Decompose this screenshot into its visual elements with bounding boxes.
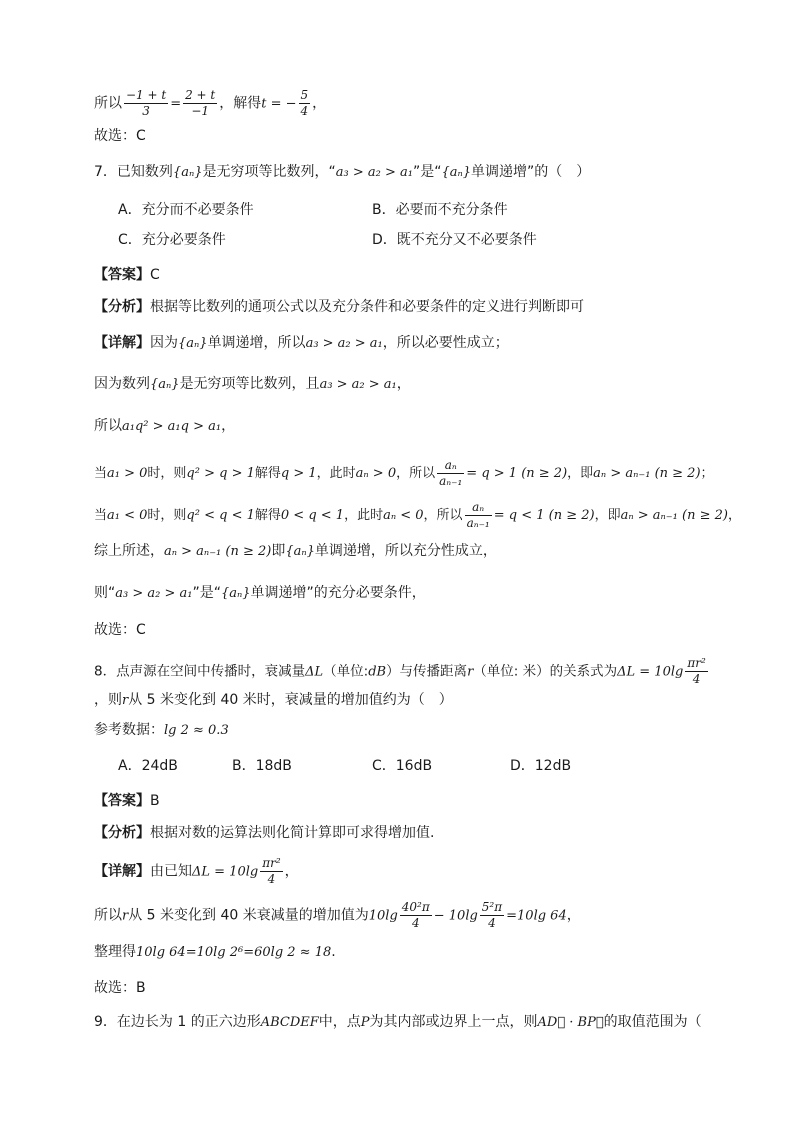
- math: {aₙ}: [441, 165, 472, 180]
- frac-den: aₙ₋₁: [439, 474, 463, 488]
- text: 由已知: [150, 863, 192, 880]
- text: 综上所述，: [94, 543, 164, 559]
- detail-line: [94, 942, 336, 963]
- text: 则“: [94, 585, 116, 601]
- math: a₃ > a₂ > a₁: [335, 165, 413, 180]
- text: 因为数列: [94, 376, 150, 392]
- text: ，: [396, 376, 411, 392]
- text: 当: [94, 466, 108, 481]
- math: a₃ > a₂ > a₁: [319, 377, 397, 392]
- text: ）与传播距离: [386, 663, 468, 680]
- option-d: D．既不充分又不必要条件: [372, 232, 537, 248]
- analysis-line: [94, 823, 434, 843]
- text: 单调递增，所以: [207, 335, 306, 351]
- frac-num: 5: [300, 88, 309, 102]
- detail-line: [94, 900, 581, 931]
- text: 解得: [254, 508, 281, 523]
- math: aₙ > aₙ₋₁ (n ≥ 2): [593, 466, 701, 481]
- text: 整理得: [94, 944, 136, 960]
- text: ，解得: [219, 95, 262, 112]
- math: a₃ > a₂ > a₁: [115, 586, 193, 601]
- math: q² > q > 1: [186, 466, 255, 481]
- text: 从 5 米变化到 40 米时，衰减量的增加值约为（ ）: [128, 692, 453, 708]
- text: ，: [284, 863, 299, 880]
- answer-tag: 【答案】: [94, 793, 150, 809]
- math: aₙ > aₙ₋₁ (n ≥ 2): [620, 508, 728, 523]
- option-b: B．18dB: [232, 758, 292, 774]
- option-d: D．12dB: [510, 758, 572, 774]
- math: ΔL: [305, 664, 324, 680]
- analysis-line: [94, 297, 584, 317]
- math: = q > 1 (n ≥ 2): [466, 466, 568, 481]
- detail-line: [94, 856, 299, 887]
- frac-den: 4: [300, 104, 309, 118]
- math: ΔL = 10lg: [192, 864, 259, 880]
- math: {aₙ}: [172, 165, 203, 180]
- text: ；: [700, 466, 714, 481]
- solution-line-t: [94, 88, 326, 119]
- text: ，所以必要性成立；: [382, 335, 509, 351]
- text: 所以: [94, 907, 122, 924]
- answer-choice-line: 故选：C: [94, 622, 146, 638]
- math: t = −: [261, 96, 297, 112]
- text: C: [150, 267, 160, 283]
- option-b: B．必要而不充分条件: [372, 202, 508, 218]
- fraction: [480, 900, 504, 931]
- frac-den: 4: [692, 672, 701, 686]
- math: dB: [368, 664, 387, 680]
- frac-num: πr²: [687, 656, 706, 670]
- text: 单调递增，所以充分性成立，: [314, 543, 497, 559]
- fraction: [400, 900, 432, 931]
- fraction: [465, 500, 492, 531]
- text: ，此时: [344, 508, 384, 523]
- math: {aₙ}: [150, 377, 180, 392]
- text: 参考数据：: [94, 722, 164, 738]
- math: ABCDEF: [260, 1015, 319, 1030]
- text: ，则: [94, 692, 122, 708]
- frac-num: aₙ: [437, 458, 464, 474]
- text: ”是“: [412, 164, 442, 180]
- text: 单调递增”的（ ）: [471, 164, 591, 180]
- answer-line: [94, 791, 160, 811]
- text: 的取值范围为（: [603, 1014, 702, 1030]
- text: 即: [271, 543, 286, 559]
- option-a: A．充分而不必要条件: [118, 202, 254, 218]
- fraction: [299, 88, 311, 119]
- math: lg 2 ≈ 0.3: [164, 723, 229, 738]
- text: 8．点声源在空间中传播时，衰减量: [94, 663, 306, 680]
- math: 10lg 64=10lg 2⁶=60lg 2 ≈ 18: [136, 945, 332, 960]
- math: {aₙ}: [220, 586, 251, 601]
- math: q > 1: [280, 466, 317, 481]
- text: ，所以: [396, 466, 436, 481]
- frac-den: 4: [267, 872, 276, 886]
- text: 所以: [94, 418, 122, 434]
- fraction: [437, 458, 464, 489]
- math: 0 < q < 1: [280, 508, 345, 523]
- fraction: [183, 88, 217, 119]
- answer-choice-line: 故选：B: [94, 980, 146, 996]
- fraction: [260, 856, 282, 887]
- detail-tag: 【详解】: [94, 863, 150, 880]
- reference-data: [94, 720, 229, 741]
- math: aₙ < 0: [383, 508, 424, 523]
- text: 时，则: [147, 508, 187, 523]
- detail-line: [94, 583, 426, 604]
- frac-den: −1: [191, 104, 210, 118]
- text: ，: [566, 907, 581, 924]
- text: 当: [94, 508, 108, 523]
- text: 中，点: [318, 1014, 361, 1030]
- text: （单位:: [323, 663, 369, 680]
- question-8: [94, 656, 710, 687]
- text: 所以: [94, 95, 122, 112]
- text: 为其内部或边界上一点，则: [369, 1014, 538, 1030]
- detail-line: [94, 541, 497, 562]
- math: =: [170, 96, 182, 112]
- answer-choice-line: 故选：C: [94, 128, 146, 144]
- question-7: [94, 162, 590, 183]
- math: q² < q < 1: [186, 508, 255, 523]
- frac-num: −1 + t: [126, 88, 167, 102]
- detail-line: [94, 458, 714, 489]
- math: r: [122, 908, 129, 924]
- text: 时，则: [147, 466, 187, 481]
- answer-line: [94, 265, 160, 285]
- text: （单位: 米）的关系式为: [473, 663, 618, 680]
- fraction: [685, 656, 707, 687]
- math: P: [360, 1015, 370, 1030]
- math: r: [122, 693, 129, 708]
- text: ，此时: [316, 466, 356, 481]
- answer-tag: 【答案】: [94, 267, 150, 283]
- text: ，: [312, 95, 327, 112]
- math: a₁ > 0: [107, 466, 148, 481]
- question-9: [94, 1012, 702, 1033]
- detail-line: [94, 374, 411, 395]
- frac-den: aₙ₋₁: [466, 516, 490, 530]
- detail-line: [94, 500, 741, 531]
- text: 解得: [254, 466, 281, 481]
- math: ΔL = 10lg: [617, 664, 684, 680]
- text: 根据对数的运算法则化简计算即可求得增加值.: [150, 825, 435, 841]
- text: ，: [221, 418, 236, 434]
- question-8-cont: [94, 690, 453, 711]
- analysis-tag: 【分析】: [94, 825, 150, 841]
- frac-num: aₙ: [465, 500, 492, 516]
- math: r: [467, 664, 474, 680]
- text: 是无穷项等比数列，“: [202, 164, 336, 180]
- detail-line: [94, 416, 235, 437]
- text: ，即: [567, 466, 594, 481]
- text: 根据等比数列的通项公式以及充分条件和必要条件的定义进行判断即可: [150, 299, 584, 315]
- fraction: [124, 88, 168, 119]
- frac-num: πr²: [262, 856, 281, 870]
- text: .: [331, 944, 336, 960]
- math: a₃ > a₂ > a₁: [305, 336, 383, 351]
- frac-den: 3: [142, 104, 150, 118]
- analysis-tag: 【分析】: [94, 299, 150, 315]
- text: 从 5 米变化到 40 米衰减量的增加值为: [128, 907, 369, 924]
- frac-num: 2 + t: [185, 88, 216, 102]
- option-c: C．充分必要条件: [118, 232, 226, 248]
- text: ，即: [594, 508, 621, 523]
- text: ，所以: [423, 508, 463, 523]
- math: a₁q² > a₁q > a₁: [122, 419, 222, 434]
- text: ”是“: [192, 585, 221, 601]
- math: {aₙ}: [285, 544, 315, 559]
- math: = q < 1 (n ≥ 2): [493, 508, 595, 523]
- math: 10lg: [368, 908, 398, 924]
- text: 因为: [150, 335, 178, 351]
- math: aₙ > 0: [355, 466, 397, 481]
- text: 是无穷项等比数列，且: [179, 376, 320, 392]
- math: a₁ < 0: [107, 508, 148, 523]
- frac-den: 4: [411, 916, 420, 930]
- detail-line: [94, 333, 509, 354]
- text: B: [150, 793, 160, 809]
- option-c: C．16dB: [372, 758, 433, 774]
- math: aₙ > aₙ₋₁ (n ≥ 2): [164, 544, 272, 559]
- frac-num: 40²π: [401, 900, 430, 914]
- text: 9．在边长为 1 的正六边形: [94, 1014, 261, 1030]
- math: =10lg 64: [506, 908, 567, 924]
- detail-tag: 【详解】: [94, 335, 150, 351]
- option-a: A．24dB: [118, 758, 178, 774]
- frac-num: 5²π: [481, 900, 503, 914]
- text: 单调递增”的充分必要条件，: [250, 585, 426, 601]
- frac-den: 4: [488, 916, 496, 930]
- text: ，: [727, 508, 741, 523]
- math: − 10lg: [433, 908, 478, 924]
- math: {aₙ}: [178, 336, 208, 351]
- math: AD⃗ · BP⃗: [537, 1015, 604, 1030]
- text: 7．已知数列: [94, 164, 173, 180]
